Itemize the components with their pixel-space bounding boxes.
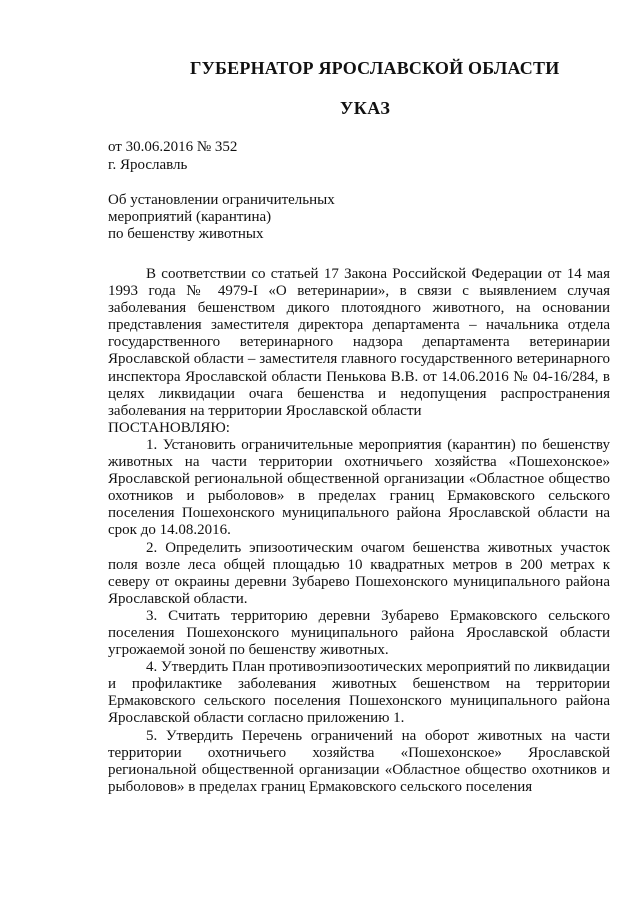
item-paragraph-4: 4. Утвердить План противоэпизоотических мероприятий по ликвидации и профилактике заболевания животных бешенством на территории Ермаковского сельского поселения Пошехонского муниципального района Ярославской области согласно приложению 1.: [108, 659, 610, 727]
document-title: ГУБЕРНАТОР ЯРОСЛАВСКОЙ ОБЛАСТИ: [190, 58, 560, 78]
decree-word: ПОСТАНОВЛЯЮ:: [108, 419, 230, 436]
document-meta: [108, 138, 237, 174]
intro-paragraph: В соответствии со статьей 17 Закона Российской Федерации от 14 мая 1993 года № 4979-I «О ветеринарии», в связи с выявлением случая заболевания бешенством дикого плотоядного животного, на основании представления заместителя директора департамента – начальника отдела государственного ветеринарного надзора департамента ветеринарии Ярославской области – заместителя главного государственного ветеринарного инспектора Ярославской области Пенькова В.В. от 14.06.2016 № 04-16/284, в целях ликвидации очага бешенства и недопущения распространения заболевания на территории Ярославской области: [108, 266, 610, 419]
item-paragraph-5: 5. Утвердить Перечень ограничений на оборот животных на части территории охотничьего хозяйства «Пошехонское» Ярославской региональной общественной организации «Областное общество охотников и рыболовов» в пределах границ Ермаковского сельского поселения: [108, 727, 610, 795]
item-paragraph-2: 2. Определить эпизоотическим очагом бешенства животных участок поля возле леса общей площадью 10 квадратных метров в 200 метрах к северу от окраины деревни Зубарево Пошехонского муниципального района Ярославской области.: [108, 539, 610, 607]
item-paragraph-3: 3. Считать территорию деревни Зубарево Ермаковского сельского поселения Пошехонского муниципального района Ярославской области угрожаемой зоной по бешенству животных.: [108, 607, 610, 659]
item-paragraph-1: 1. Установить ограничительные мероприятия (карантин) по бешенству животных на части территории охотничьего хозяйства «Пошехонское» Ярославской региональной общественной организации «Областное общество охотников и рыболовов» в пределах границ Ермаковского сельского поселения Пошехонского муниципального района Ярославской области на срок до 14.08.2016.: [108, 436, 610, 539]
city: г. Ярославль: [108, 157, 188, 173]
caption-line: Об установлении ограничительных: [108, 192, 335, 208]
document-type: УКАЗ: [340, 98, 391, 118]
document-body: [108, 266, 610, 796]
caption-line: по бешенству животных: [108, 226, 264, 242]
caption-line: мероприятий (карантина): [108, 209, 272, 225]
date-number: от 30.06.2016 № 352: [108, 139, 238, 155]
document-caption: [108, 192, 335, 243]
